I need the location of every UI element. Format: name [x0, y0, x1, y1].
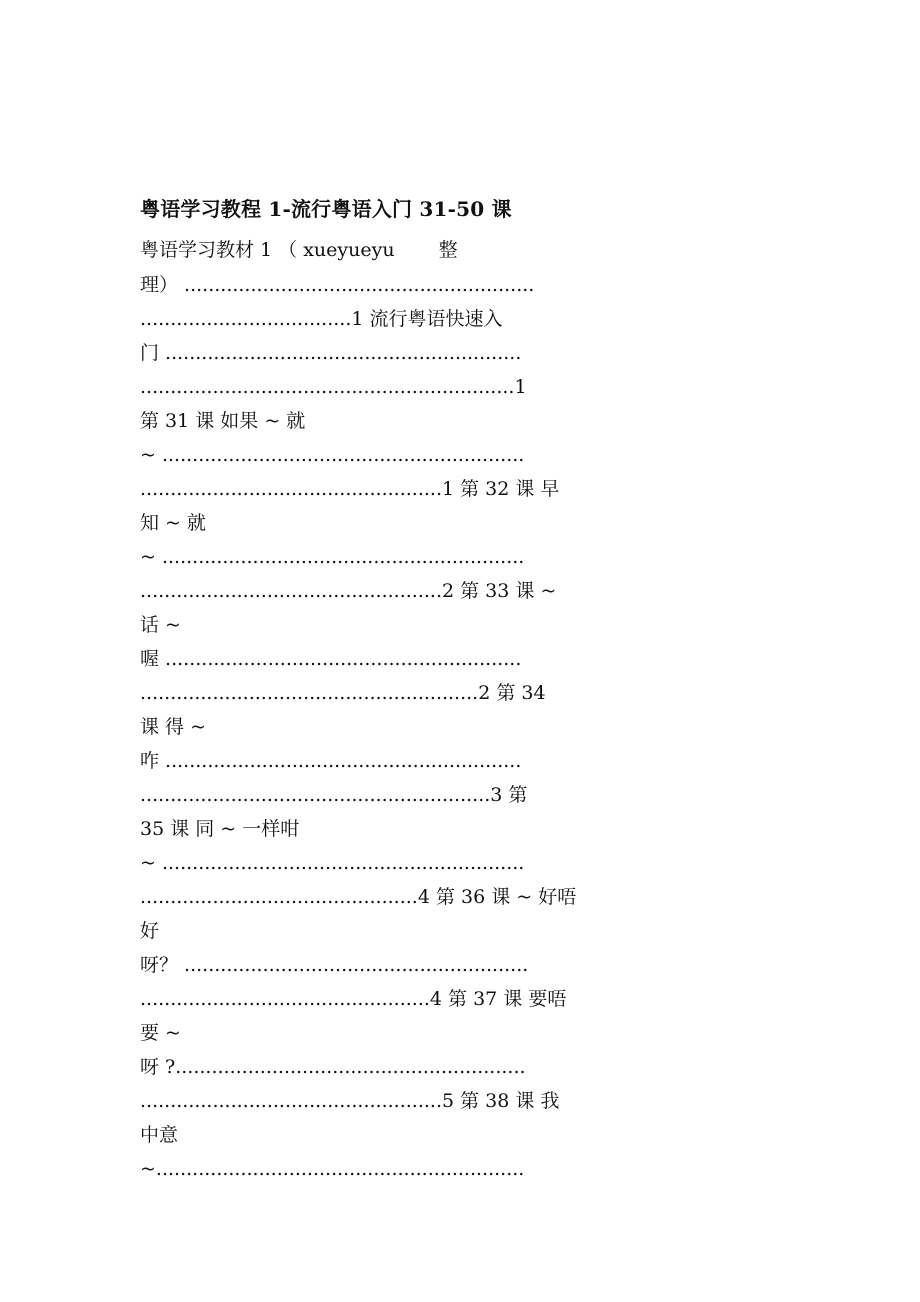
toc-line: 门 ...........................................................: [140, 342, 522, 364]
toc-line: ..........................................................3 第: [140, 784, 528, 806]
document-title: 粤语学习教程 1-流行粤语入门 31-50 课: [140, 197, 512, 221]
toc-line: 中意: [140, 1124, 179, 1146]
toc-line: ~.............................................................: [140, 1158, 525, 1180]
toc-line: 理） ..........................................................: [140, 274, 535, 296]
toc-line: ................................................4 第 37 课 要唔: [140, 988, 567, 1010]
toc-line: 知 ~ 就: [140, 512, 206, 534]
toc-line: 要 ~: [140, 1022, 181, 1044]
toc-line: ~ ............................................................: [140, 444, 525, 466]
toc-line: ~ ............................................................: [140, 852, 525, 874]
toc-line: ..................................................2 第 33 课 ~: [140, 580, 557, 602]
toc-line: ..............................................................1: [140, 376, 527, 398]
toc-line: 喔 ...........................................................: [140, 648, 522, 670]
toc-line: 咋 ...........................................................: [140, 750, 522, 772]
toc-line: ..............................................4 第 36 课 ~ 好唔: [140, 886, 577, 908]
toc-line: 呀 ?..........................................................: [140, 1056, 526, 1078]
toc-line: 话 ~: [140, 614, 181, 636]
toc-line: ........................................................2 第 34: [140, 682, 546, 704]
toc-line: ..................................................5 第 38 课 我: [140, 1090, 560, 1112]
toc-line: ...................................1 流行粤语快速入: [140, 308, 503, 330]
toc-line: 呀？ .........................................................: [140, 954, 529, 976]
toc-line: 35 课 同 ~ 一样咁: [140, 818, 300, 840]
toc-line: ..................................................1 第 32 课 早: [140, 478, 560, 500]
toc-line: ~ ............................................................: [140, 546, 525, 568]
toc-line: 第 31 课 如果 ~ 就: [140, 410, 306, 432]
toc-line: 好: [140, 920, 160, 942]
toc-line: 粤语学习教材 1 （ xueyueyu 整: [140, 239, 458, 261]
toc-line: 课 得 ~: [140, 716, 206, 738]
